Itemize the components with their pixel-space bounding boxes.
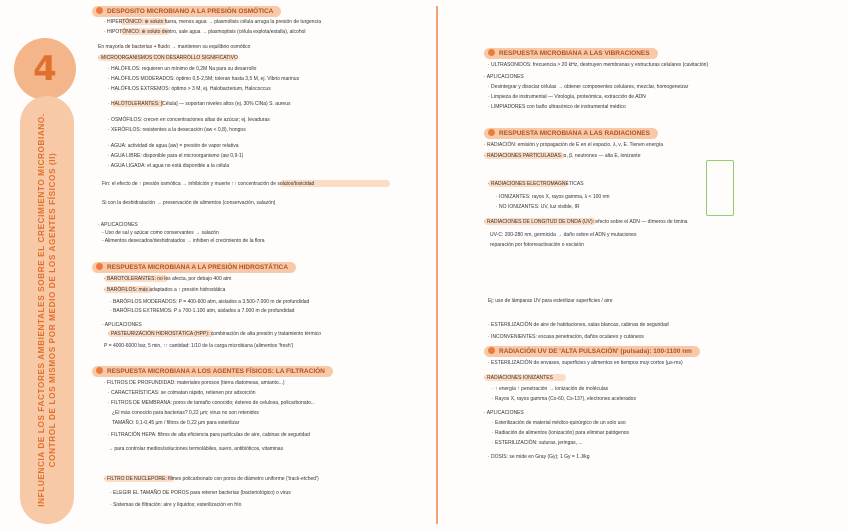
text-line: TAMAÑO: 0,1-0,45 µm / filtros de 0,22 µm para esterilizar — [112, 420, 240, 426]
text-line: · APLICACIONES — [98, 222, 138, 228]
text-line: · IONIZANTES: rayos X, rayos gamma, λ < 100 nm — [496, 194, 610, 200]
section-header-vibrations — [484, 48, 658, 59]
text-line: · BAROTOLERANTES: no les afecta, por debajo 400 atm — [104, 276, 232, 282]
chapter-title: INFLUENCIA DE LOS FACTORES AMBIENTALES SOBRE EL CRECIMIENTO MICROBIANO. CONTROL DE LOS MISMOS POR MEDIO DE LOS AGENTES FÍSICOS (II) — [37, 113, 57, 507]
text-line: Si con la deshidratación → preservación de alimentos (conservación, salazón) — [102, 200, 276, 206]
text-line: · Rayos X, rayos gamma (Co-60, Cs-137), electrones acelerados — [492, 396, 636, 402]
diagram-bracket — [706, 160, 734, 216]
section-header-hydrostatic — [92, 262, 296, 273]
section-title: RESPUESTA MICROBIANA A LAS RADIACIONES — [499, 130, 650, 137]
text-line: · MICROORGANISMOS CON DESARROLLO SIGNIFICATIVO — [98, 55, 238, 61]
text-line: · BARÓFILOS EXTREMOS: P ≥ 700-1.100 atm, aislados a 7.000 m de profundidad — [110, 308, 295, 314]
bullet-dot-icon — [488, 49, 495, 56]
text-line: · HALÓFILOS MODERADOS: óptimo 0,5-2,5M; toleran hasta 3,5 M, ej. Vibrio marinus — [108, 76, 300, 82]
text-line: · AGUA LIGADA: el agua no está disponible a la célula — [108, 163, 230, 169]
section-header-filtration — [92, 366, 333, 377]
chapter-number: 4 — [33, 49, 57, 89]
text-line: · HALÓFILOS EXTREMOS: óptimo > 3 M, ej. Halobacterium, Halococcus — [108, 86, 271, 92]
bullet-dot-icon — [96, 367, 103, 374]
text-line: · ULTRASONIDOS: frecuencia > 20 kHz, destruyen membranas y estructuras celulares (cavitación) — [488, 62, 709, 68]
text-line: · BARÓFILOS MODERADOS: P = 400-600 atm, aislados a 3.500-7.000 m de profundidad — [110, 299, 310, 305]
text-line: · Esterilización de material médico-quirúrgico de un solo uso — [492, 420, 626, 426]
chapter-sidebar — [0, 0, 90, 530]
section-title: RESPUESTA MICROBIANA A LOS AGENTES FÍSICOS: LA FILTRACIÓN — [107, 368, 325, 375]
section-title: DESPOSITO MICROBIANO A LA PRESIÓN OSMÓTICA — [107, 8, 274, 15]
section-header-pulsed-uv — [484, 346, 700, 357]
text-line: · ESTERILIZACIÓN: suturas, jeringas, ... — [492, 440, 583, 446]
text-line: · INCONVENIENTES: escasa penetración, daños oculares y cutáneos — [488, 334, 644, 340]
text-line: · Desintegrar y disociar células → obtener componentes celulares, mezclar, homogeneizar — [488, 84, 689, 90]
text-line: · Sistemas de filtración: aire y líquidos; esterilización en frío — [110, 502, 242, 508]
text-line: · ESTERILIZACIÓN de aire de habitaciones, salas blancas, cabinas de seguridad — [488, 322, 669, 328]
text-line: · ↑ energía ↑ penetración → ionización de moléculas — [492, 386, 609, 392]
text-line: · Radiación de alimentos (ionización) para eliminar patógenos — [492, 430, 630, 436]
text-line: · RADIACIONES DE LONGITUD DE ONDA (UV): efecto sobre el ADN — dímeros de timina — [484, 219, 688, 225]
text-line: · DOSIS: se mide en Gray (Gy); 1 Gy = 1 J/kg — [488, 454, 590, 460]
text-line: - Alimentos desecados/deshidratados → inhiben el crecimiento de la flora — [102, 238, 265, 244]
chapter-number-badge — [14, 38, 76, 100]
column-divider — [436, 6, 438, 524]
section-header-osmotic — [92, 6, 281, 17]
bullet-dot-icon — [96, 263, 103, 270]
text-line: · ELEGIR EL TAMAÑO DE POROS para retener bacterias (bacteriológico) o virus — [110, 490, 291, 496]
text-line: · NO IONIZANTES: UV, luz visible, IR — [496, 204, 580, 210]
bullet-dot-icon — [96, 7, 103, 14]
text-line: Fin: el efecto de ↑ presión osmótica → inhibición y muerte ↑↑ concentración de solutos/toxicidad — [102, 181, 315, 187]
text-line: · RADIACIONES ELECTROMAGNÉTICAS — [488, 181, 584, 187]
text-line: · APLICACIONES — [102, 322, 142, 328]
text-line: · AGUA: actividad de agua (aw) = presión de vapor relativa — [108, 143, 239, 149]
text-line: Ej: uso de lámparas UV para esterilizar superficies / aire — [488, 298, 613, 304]
text-line: · FILTROS DE MEMBRANA: poros de tamaño conocido; ésteres de celulosa, policarbonato... — [108, 400, 315, 406]
text-line: · BARÓFILOS: más adaptados a ↑ presión hidrostática — [104, 287, 226, 293]
text-line: · PASTEURIZACIÓN HIDROSTÁTICA (HPP): combinación de alta presión y tratamiento térmico — [108, 331, 322, 337]
text-line: · HIPOTÓNICO: ⊕ soluto dentro, sale agua → plasmoptisis (célula explota/estalla), alcohol — [104, 29, 306, 35]
text-line: · HIPERTÓNICO: ⊕ soluto fuera, menos agua → plasmólisis célula arruga la presión de turgencia — [104, 19, 321, 25]
text-line: · XERÓFILOS: resistentes a la desecación (aw < 0,8), hongos — [108, 127, 246, 133]
text-line: reparación por fotorreactivación o escisión — [490, 242, 584, 248]
text-line: · FILTRO DE NUCLEPORE: filmes policarbonato con poros de diámetro uniforme ('track-etched') — [104, 476, 319, 482]
text-line: · FILTRACIÓN HEPA: filtros de alta eficiencia para partículas de aire, cabinas de seguridad — [108, 432, 310, 438]
section-title: RESPUESTA MICROBIANA A LAS VIBRACIONES — [499, 50, 650, 57]
text-line: UV-C: 200-280 nm, germicida → daño sobre el ADN y mutaciones — [490, 232, 637, 238]
text-line: · HALÓFILOS: requieren un mínimo de 0,2M Na para su desarrollo — [108, 66, 257, 72]
text-line: · LIMPIADORES con baño ultrasónico de instrumental médico — [488, 104, 626, 110]
section-header-radiations — [484, 128, 658, 139]
text-line: · ESTERILIZACIÓN de envases, superficies y alimentos en tiempos muy cortos (µs-ms) — [488, 360, 683, 366]
text-line: - Uso de sal y azúcar como conservantes → salazón — [102, 230, 219, 236]
text-line: · APLICACIONES — [484, 410, 524, 416]
section-title: RESPUESTA MICROBIANA A LA PRESIÓN HIDROSTÁTICA — [107, 264, 289, 271]
text-line: · CARACTERÍSTICAS: se colmatan rápido, retienen por adsorción — [108, 390, 256, 396]
bullet-dot-icon — [488, 347, 495, 354]
text-line: · Limpieza de instrumental — Virología, proteómica, extracción de ADN — [488, 94, 646, 100]
text-line: · RADIACIÓN: emisión y propagación de E en el espacio. λ, ν, E. Tienen energía — [484, 142, 663, 148]
text-line: · RADIACIONES IONIZANTES — [484, 375, 553, 381]
text-line: · HALOTOLERANTES: [Célula] — soportan niveles altos (ej. 30% ClNa) S. aureus — [108, 101, 291, 107]
bullet-dot-icon — [488, 129, 495, 136]
text-line: · OSMÓFILOS: crecen en concentraciones altas de azúcar; ej. levaduras — [108, 117, 270, 123]
text-line: · AGUA LIBRE: disponible para el microorganismo (aw 0,9-1) — [108, 153, 244, 159]
text-line: En mayoría de bacterias + fluido → mantienen su equilibrio osmótico — [98, 44, 251, 50]
text-line: → para controlar medios/soluciones termolábiles, suero, antibióticos, vitaminas — [108, 446, 284, 452]
text-line: ¿El más conocido para bacterias? 0,22 µm; virus no son retenidos — [112, 410, 259, 416]
text-line: P = 4000-6000 bar, 5 min, ↑↑ cantidad: 1/10 de la carga microbiana (alimentos 'fresh') — [104, 343, 294, 349]
section-title: RADIACIÓN UV DE 'ALTA PULSACIÓN' (pulsada): 100-1100 nm — [499, 348, 692, 355]
text-line: · RADIACIONES PARTICULADAS: α, β, neutrones — alta E, ionizante — [484, 153, 641, 159]
text-line: · APLICACIONES — [484, 74, 524, 80]
text-line: · FILTROS DE PROFUNDIDAD: materiales porosos (tierra diatomeas, amianto...) — [104, 380, 285, 386]
